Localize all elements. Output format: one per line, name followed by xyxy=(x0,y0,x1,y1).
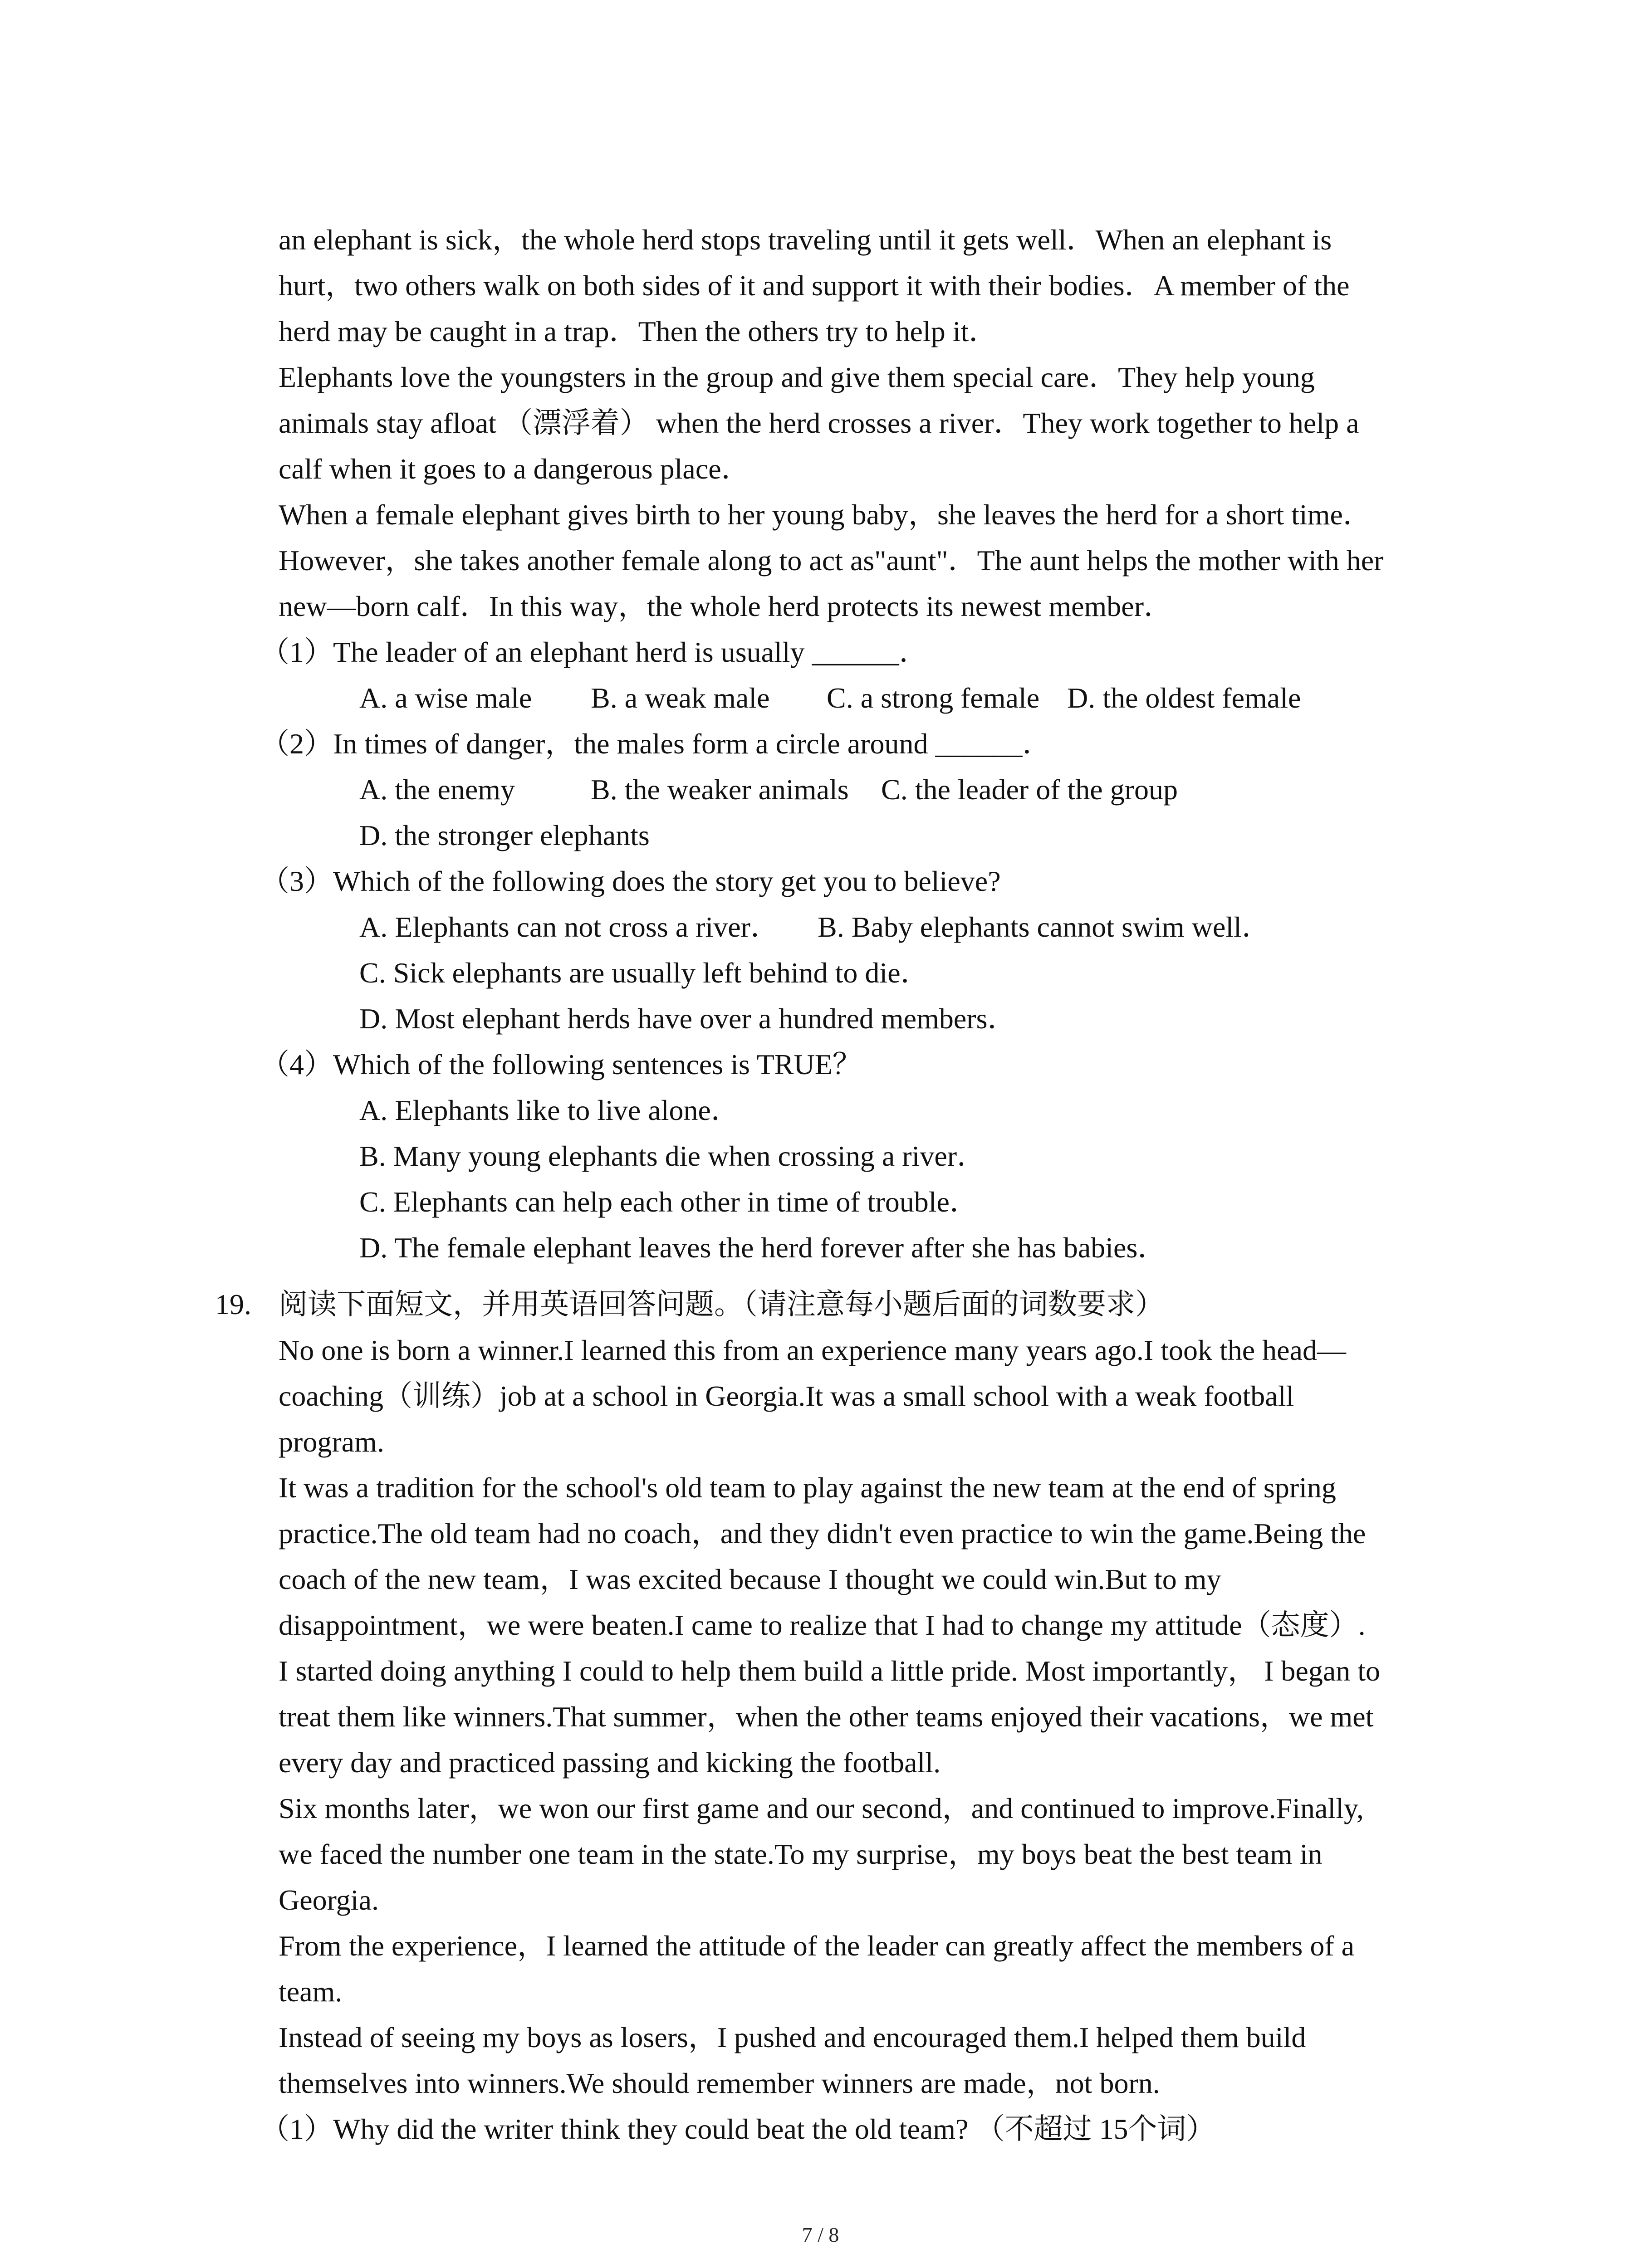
passage-line: Instead of seeing my boys as losers，I pushed and encouraged them.I helped them build xyxy=(279,2021,1306,2053)
option-d: D. Most elephant herds have over a hundred members． xyxy=(359,1002,1017,1035)
passage-line: Elephants love the youngsters in the group and give them special care．They help young xyxy=(279,361,1315,393)
passage-line: every day and practiced passing and kicking the football. xyxy=(279,1746,941,1779)
option-c: C. Sick elephants are usually left behind to die． xyxy=(359,957,930,989)
passage-19 xyxy=(279,1327,1485,2106)
option-c: C. a strong female xyxy=(827,682,1040,714)
passage-line: team. xyxy=(279,1975,343,2008)
passage-line: animals stay afloat （漂浮着） when the herd crosses a river．They work together to help a xyxy=(279,407,1359,439)
option-b: B. Baby elephants cannot swim well． xyxy=(818,911,1271,943)
option-a: A. Elephants like to live alone． xyxy=(359,1094,740,1126)
option-c: C. the leader of the group xyxy=(881,773,1178,806)
question-4-option-a xyxy=(359,1087,1485,1133)
option-b: B. a weak male xyxy=(591,682,770,714)
passage-line: Six months later，we won our first game and our second，and continued to improve.Finally, xyxy=(279,1792,1364,1824)
passage-line: practice.The old team had no coach，and they didn't even practice to win the game.Being the xyxy=(279,1517,1366,1549)
question-4-option-b xyxy=(359,1133,1485,1179)
passage-line: hurt，two others walk on both sides of it and support it with their bodies．A member of the xyxy=(279,269,1350,302)
passage-line: new—born calf．In this way，the whole herd protects its newest member． xyxy=(279,590,1173,622)
section-19-heading xyxy=(215,1281,1485,1327)
question-4-stem: （4）Which of the following sentences is TRUE？ xyxy=(260,1048,862,1080)
option-b: B. the weaker animals xyxy=(591,773,849,806)
option-d: D. The female elephant leaves the herd forever after she has babies． xyxy=(359,1232,1167,1264)
question-3-options xyxy=(359,904,1485,950)
passage-line: coach of the new team，I was excited because I thought we could win.But to my xyxy=(279,1563,1221,1595)
passage-line: we faced the number one team in the state.To my surprise，my boys beat the best team in xyxy=(279,1838,1323,1870)
passage-line: From the experience，I learned the attitude of the leader can greatly affect the members of a xyxy=(279,1930,1355,1962)
section-19-question-1: （1）Why did the writer think they could beat the old team? （不超过 15个词） xyxy=(260,2113,1215,2145)
passage-line: However，she takes another female along to act as"aunt"．The aunt helps the mother with her xyxy=(279,544,1384,577)
question-2-options-continued xyxy=(359,812,1485,858)
passage-line: Georgia. xyxy=(279,1884,379,1916)
option-d: D. the stronger elephants xyxy=(359,819,650,851)
question-3-stem: （3）Which of the following does the story get you to believe? xyxy=(260,865,1001,897)
passage-line: I started doing anything I could to help them build a little pride. Most importantly， I began to xyxy=(279,1655,1380,1687)
option-c: C. Elephants can help each other in time of trouble． xyxy=(359,1186,979,1218)
passage-18 xyxy=(279,217,1485,629)
passage-line: treat them like winners.That summer，when the other teams enjoyed their vacations，we met xyxy=(279,1701,1374,1733)
passage-line: themselves into winners.We should remember winners are made，not born. xyxy=(279,2067,1160,2099)
option-a: A. a wise male xyxy=(359,682,532,714)
passage-line: disappointment，we were beaten.I came to realize that I had to change my attitude（态度）. xyxy=(279,1609,1366,1641)
question-4-option-c xyxy=(359,1179,1485,1225)
option-d: D. the oldest female xyxy=(1067,682,1301,714)
question-1-options xyxy=(359,675,1485,721)
page-content xyxy=(215,217,1485,2152)
passage-line: program. xyxy=(279,1426,384,1458)
passage-line: calf when it goes to a dangerous place． xyxy=(279,453,750,485)
question-2-stem: （2）In times of danger，the males form a circle around ______． xyxy=(260,728,1052,760)
question-4-option-d xyxy=(359,1225,1485,1271)
option-a: A. Elephants can not cross a river． xyxy=(359,911,779,943)
passage-line: No one is born a winner.I learned this from an experience many years ago.I took the head— xyxy=(279,1334,1346,1366)
section-number: 19. xyxy=(215,1288,251,1320)
passage-line: herd may be caught in a trap．Then the others try to help it． xyxy=(279,315,998,347)
page-number: 7 / 8 xyxy=(802,2223,839,2246)
question-2-options xyxy=(359,767,1485,812)
section-instruction: 阅读下面短文，并用英语回答问题。（请注意每小题后面的词数要求） xyxy=(279,1288,1164,1320)
question-1-stem: （1）The leader of an elephant herd is usually ______． xyxy=(260,636,928,668)
passage-line: coaching（训练）job at a school in Georgia.It was a small school with a weak football xyxy=(279,1380,1294,1412)
question-3-option-c xyxy=(359,950,1485,996)
passage-line: When a female elephant gives birth to her young baby，she leaves the herd for a short time． xyxy=(279,499,1372,531)
option-b: B. Many young elephants die when crossing a river． xyxy=(359,1140,986,1172)
passage-line: an elephant is sick，the whole herd stops traveling until it gets well．When an elephant is xyxy=(279,224,1332,256)
question-3-option-d xyxy=(359,996,1485,1041)
option-a: A. the enemy xyxy=(359,773,515,806)
passage-line: It was a tradition for the school's old team to play against the new team at the end of spring xyxy=(279,1471,1336,1504)
